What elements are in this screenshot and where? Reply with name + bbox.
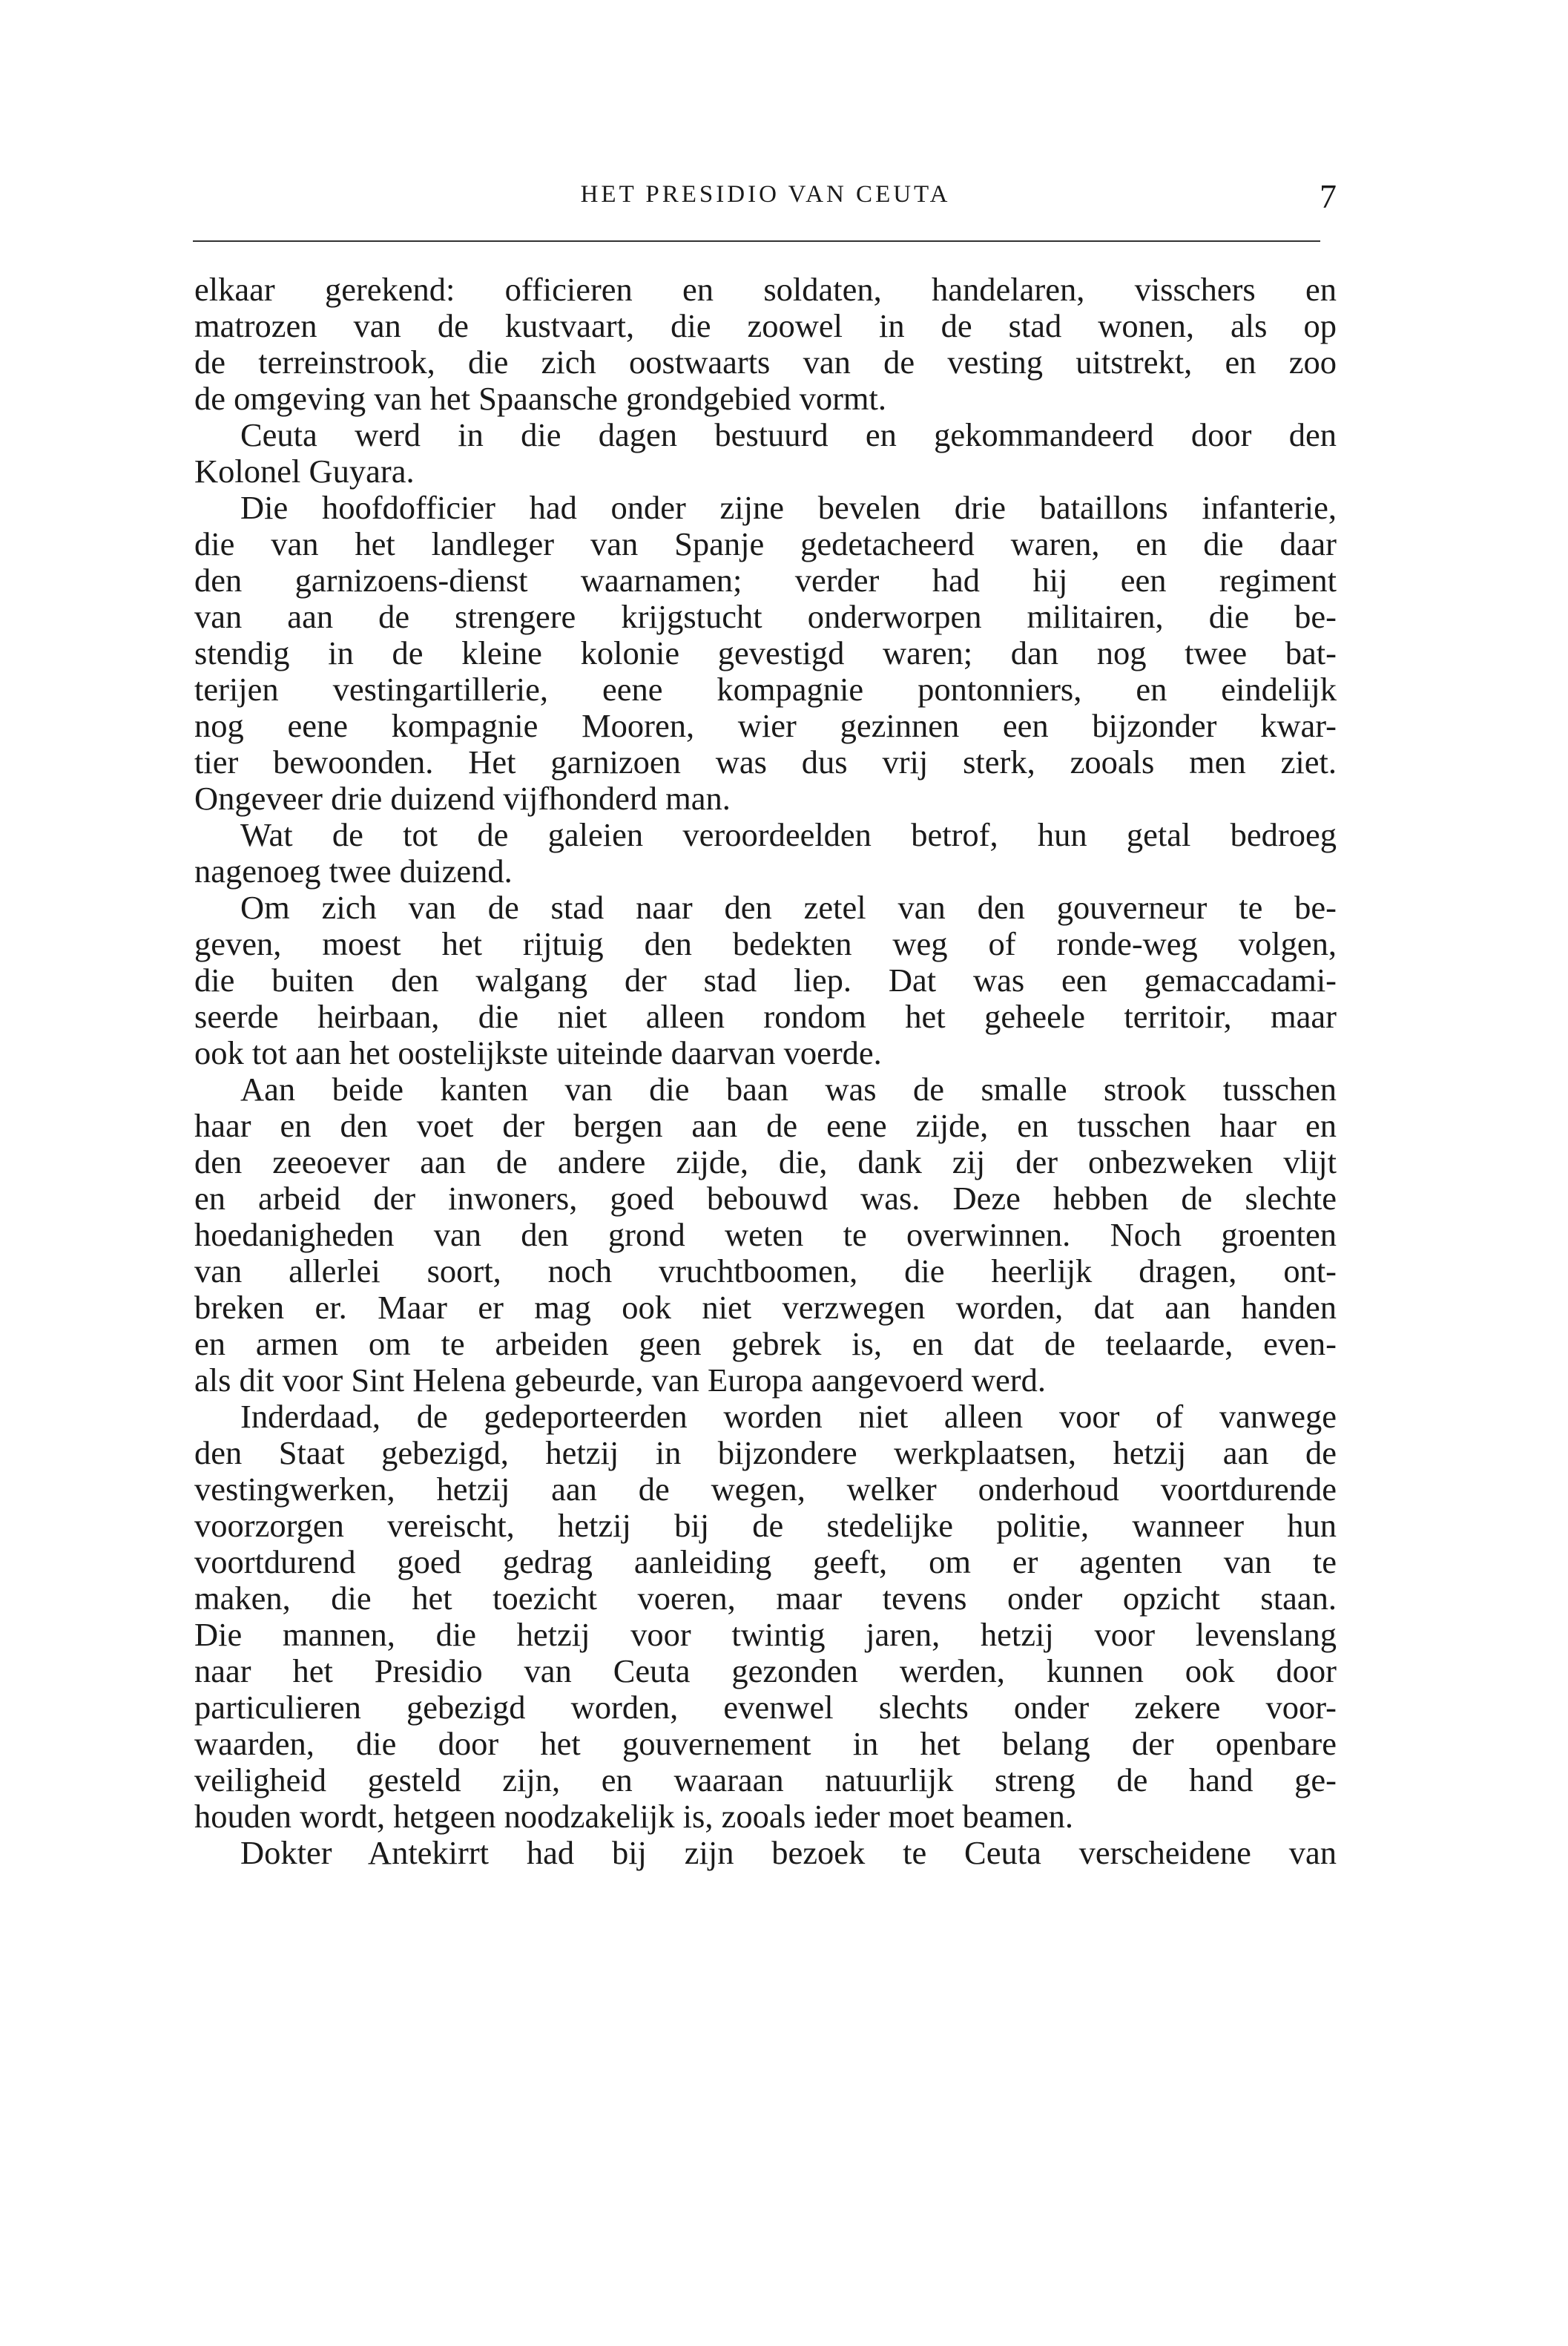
text-line: elkaar gerekend: officieren en soldaten, handelaren, visschers en	[194, 272, 1337, 308]
text-line: nagenoeg twee duizend.	[194, 853, 513, 890]
text-line: tier bewoonden. Het garnizoen was dus vrij sterk, zooals men ziet.	[194, 744, 1337, 781]
text-line: veiligheid gesteld zijn, en waaraan natuurlijk streng de hand ge-	[194, 1762, 1337, 1798]
header-rule	[193, 240, 1320, 242]
text-line: houden wordt, hetgeen noodzakelijk is, zooals ieder moet beamen.	[194, 1798, 1074, 1835]
text-line: den garnizoens-dienst waarnamen; verder had hij een regiment	[194, 562, 1337, 599]
text-line: en armen om te arbeiden geen gebrek is, en dat de teelaarde, even-	[194, 1326, 1337, 1362]
text-line: Die hoofdofficier had onder zijne bevelen drie bataillons infanterie,	[240, 490, 1337, 526]
text-line: particulieren gebezigd worden, evenwel slechts onder zekere voor-	[194, 1689, 1337, 1726]
running-title: HET PRESIDIO VAN CEUTA	[580, 181, 951, 208]
text-line: seerde heirbaan, die niet alleen rondom het geheele territoir, maar	[194, 999, 1337, 1035]
text-line: haar en den voet der bergen aan de eene zijde, en tusschen haar en	[194, 1108, 1337, 1144]
text-line: voorzorgen vereischt, hetzij bij de stedelijke politie, wanneer hun	[194, 1508, 1337, 1544]
text-line: waarden, die door het gouvernement in het belang der openbare	[194, 1726, 1337, 1762]
text-line: als dit voor Sint Helena gebeurde, van Europa aangevoerd werd.	[194, 1362, 1046, 1399]
text-line: den zeeoever aan de andere zijde, die, dank zij der onbezweken vlijt	[194, 1144, 1337, 1180]
text-line: Dokter Antekirrt had bij zijn bezoek te Ceuta verscheidene van	[240, 1835, 1337, 1871]
text-line: breken er. Maar er mag ook niet verzwegen worden, dat aan handen	[194, 1289, 1337, 1326]
text-line: Inderdaad, de gedeporteerden worden niet alleen voor of vanwege	[240, 1399, 1337, 1435]
text-line: Die mannen, die hetzij voor twintig jaren, hetzij voor levenslang	[194, 1617, 1337, 1653]
text-line: terijen vestingartillerie, eene kompagnie pontonniers, en eindelijk	[194, 671, 1337, 708]
text-line: vestingwerken, hetzij aan de wegen, welker onderhoud voortdurende	[194, 1471, 1337, 1508]
text-line: nog eene kompagnie Mooren, wier gezinnen een bijzonder kwar-	[194, 708, 1337, 744]
text-line: voortdurend goed gedrag aanleiding geeft, om er agenten van te	[194, 1544, 1337, 1580]
text-line: maken, die het toezicht voeren, maar tevens onder opzicht staan.	[194, 1580, 1337, 1617]
text-line: Kolonel Guyara.	[194, 453, 415, 490]
text-line: den Staat gebezigd, hetzij in bijzondere werkplaatsen, hetzij aan de	[194, 1435, 1337, 1471]
text-line: de terreinstrook, die zich oostwaarts van de vesting uitstrekt, en zoo	[194, 344, 1337, 381]
body-text	[194, 272, 1337, 1871]
text-line: stendig in de kleine kolonie gevestigd waren; dan nog twee bat-	[194, 635, 1337, 671]
text-line: die van het landleger van Spanje gedetacheerd waren, en die daar	[194, 526, 1337, 562]
text-line: naar het Presidio van Ceuta gezonden werden, kunnen ook door	[194, 1653, 1337, 1689]
page-header	[194, 177, 1337, 221]
text-line: de omgeving van het Spaansche grondgebied vormt.	[194, 381, 887, 417]
text-line: van aan de strengere krijgstucht onderworpen militairen, die be-	[194, 599, 1337, 635]
text-line: hoedanigheden van den grond weten te overwinnen. Noch groenten	[194, 1217, 1337, 1253]
text-line: matrozen van de kustvaart, die zoowel in de stad wonen, als op	[194, 308, 1337, 344]
page-number: 7	[1320, 177, 1337, 215]
text-line: van allerlei soort, noch vruchtboomen, die heerlijk dragen, ont-	[194, 1253, 1337, 1289]
text-line: Ongeveer drie duizend vijfhonderd man.	[194, 781, 731, 817]
text-line: en arbeid der inwoners, goed bebouwd was. Deze hebben de slechte	[194, 1180, 1337, 1217]
text-line: Om zich van de stad naar den zetel van den gouverneur te be-	[240, 890, 1337, 926]
text-line: Wat de tot de galeien veroordeelden betrof, hun getal bedroeg	[240, 817, 1337, 853]
text-line: die buiten den walgang der stad liep. Dat was een gemaccadami-	[194, 962, 1337, 999]
text-line: ook tot aan het oostelijkste uiteinde daarvan voerde.	[194, 1035, 882, 1071]
text-line: Aan beide kanten van die baan was de smalle strook tusschen	[240, 1071, 1337, 1108]
text-line: Ceuta werd in die dagen bestuurd en gekommandeerd door den	[240, 417, 1337, 453]
text-line: geven, moest het rijtuig den bedekten weg of ronde-weg volgen,	[194, 926, 1337, 962]
